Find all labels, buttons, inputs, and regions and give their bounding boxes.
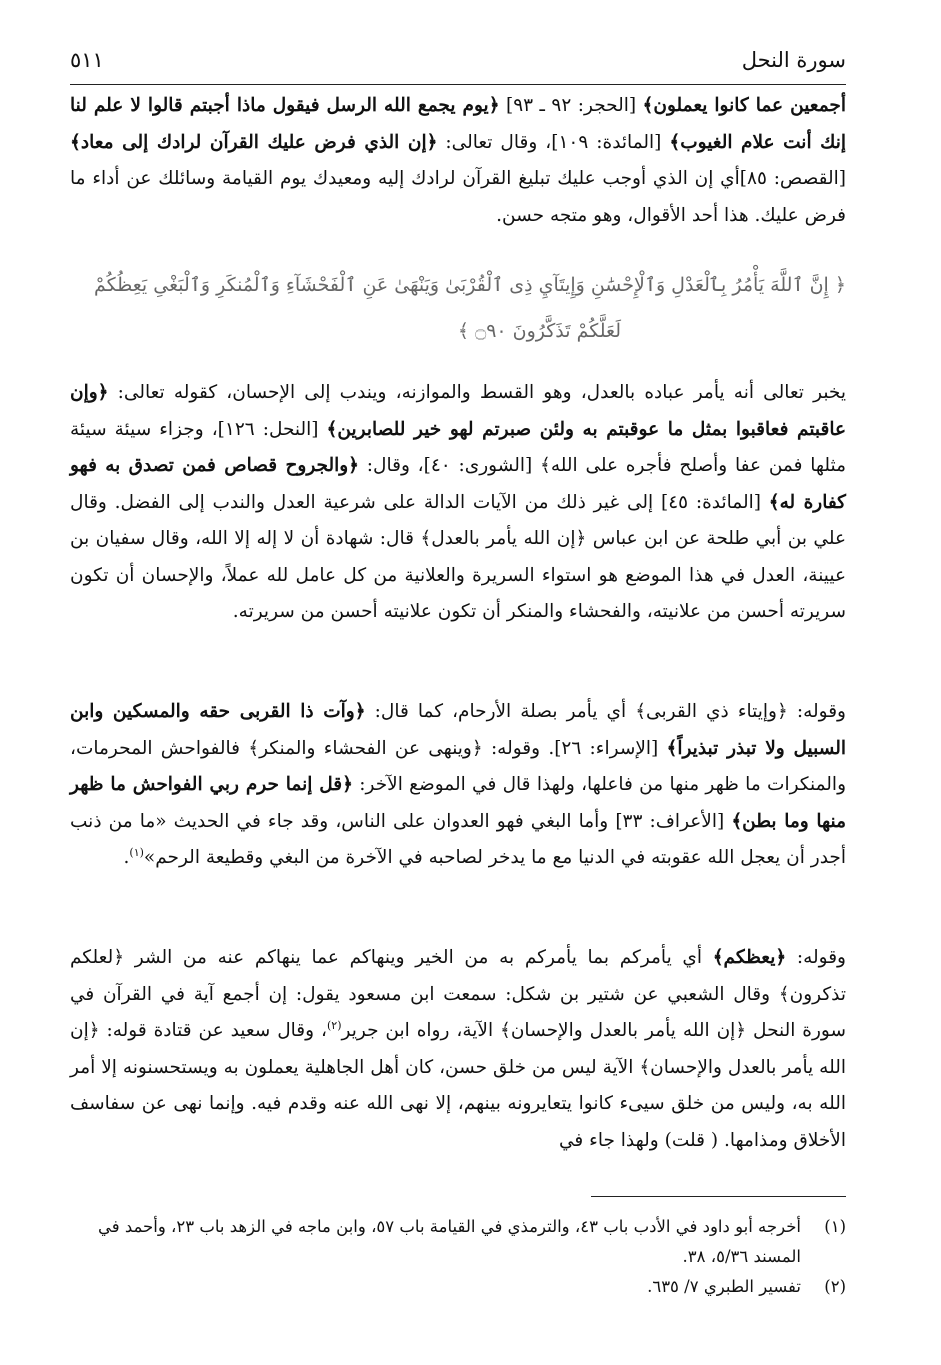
- footnote-text: تفسير الطبري ٧/ ٦٣٥.: [647, 1277, 801, 1296]
- page-number: ٥١١: [70, 48, 104, 72]
- quote-text: أجمعين عما كانوا يعملون﴾: [642, 95, 846, 116]
- paragraph-3: [70, 694, 846, 877]
- quote-text: ﴿يعظكم﴾: [712, 947, 787, 968]
- footnote-number: (٢): [824, 1277, 846, 1296]
- body-text: .: [123, 847, 130, 868]
- paragraph-4: [70, 940, 846, 1159]
- body-text: وقوله:: [786, 947, 846, 968]
- quote-text: ﴿وإن عاقبتم فعاقبوا بمثل ما عوقبتم به ولئن صبرتم لهو خير للصابرين﴾: [70, 382, 846, 440]
- body-text: [المائدة: ١٠٩]، وقال تعالى:: [437, 131, 670, 153]
- body-text: [الإسراء: ٢٦]. وقوله: ﴿وينهى عن الفحشاء والمنكر﴾ فالفواحش المحرمات، والمنكرات ما ظهر منها من فاعلها، ولهذا قال في الموضع الآخر:: [70, 737, 847, 795]
- body-text: [المائدة: ٤٥] إلى غير ذلك من الآيات الدالة على شرعية العدل والندب إلى الفضل. وقال علي بن أبي طلحة عن ابن عباس ﴿إن الله يأمر بالعدل﴾ قال: شهادة أن لا إله إلا الله، وقال سفيان بن عيينة، العدل في هذا الموضع هو استواء السريرة والعلانية من كل عامل لله عملاً، والإحسان أن تكون سريرته أحسن من علانيته، والفحشاء والمنكر أن تكون علانيته أحسن من سريرته.: [70, 491, 846, 622]
- footnote-item: [70, 1212, 846, 1272]
- header-divider: [70, 84, 846, 85]
- body-text: ، وقال سعيد عن قتادة قوله: ﴿إن الله يأمر بالعدل والإحسان﴾ الآية ليس من خلق حسن، كان أهل الجاهلية يعملون به ويستحسنونه إلا أمر الله به، وليس من خلق سيىء كانوا يتعايرونه بينهم، إلا نهى الله عنه وقدم فيه. وإنما نهى عن سفاسف الأخلاق ومذامها. ( قلت) ولهذا جاء في: [70, 1020, 846, 1151]
- reference-text: [الحجر: ٩٢ ـ ٩٣]: [499, 95, 643, 116]
- quran-verse-line-2: لَعَلَّكُمْ تَذَكَّرُونَ ۝٩٠ ﴾: [457, 320, 621, 342]
- footnote-text: أخرجه أبو داود في الأدب باب ٤٣، والترمذي في القيامة باب ٥٧، وابن ماجه في الزهد باب ٢٣، وأحمد في المسند ٥/٣٦، ٣٨.: [97, 1217, 801, 1266]
- quran-verse-block: [85, 262, 846, 354]
- page-header: [70, 40, 846, 80]
- quote-text: ﴿والجروح قصاص فمن تصدق به فهو كفارة له﴾: [70, 455, 846, 513]
- body-text: وقوله: ﴿وإيتاء ذي القربى﴾ أي يأمر بصلة الأرحام، كما قال:: [365, 701, 846, 722]
- quran-verse-line-1: ﴿ إِنَّ ٱللَّهَ يَأْمُرُ بِٱلْعَدْلِ وَٱلْإِحْسَٰنِ وَإِيتَآيِ ذِى ٱلْقُرْبَىٰ وَيَنْهَىٰ عَنِ ٱلْفَحْشَآءِ وَٱلْمُنكَرِ وَٱلْبَغْىِ يَعِظُكُمْ: [94, 274, 846, 296]
- body-text: [الأعراف: ٣٣] وأما البغي فهو العدوان على الناس، وقد جاء في الحديث «ما من ذنب أجدر أن يعجل الله عقوبته في الدنيا مع ما يدخر لصاحبه في الآخرة من البغي وقطيعة الرحم»: [70, 810, 846, 868]
- paragraph-1: [70, 88, 846, 234]
- footnote-item: [70, 1272, 846, 1302]
- footnotes: [70, 1212, 846, 1302]
- quote-text: ﴿إن الذي فرض عليك القرآن لرادك إلى معاد﴾: [70, 131, 438, 153]
- surah-title: سورة النحل: [741, 48, 846, 72]
- footnote-marker[interactable]: (١): [129, 845, 144, 859]
- body-text: يخبر تعالى أنه يأمر عباده بالعدل، وهو القسط والموازنه، ويندب إلى الإحسان، كقوله تعالى:: [108, 382, 846, 403]
- footnote-marker[interactable]: (٢): [326, 1018, 342, 1032]
- quote-text: ﴿يوم يجمع الله الرسل فيقول ماذا أجبتم قالوا لا علم لنا إنك أنت علام الغيوب﴾: [70, 95, 847, 153]
- quote-text: ﴿قل إنما حرم ربي الفواحش ما ظهر منها وما بطن﴾: [70, 774, 846, 832]
- body-text: [النحل: ١٢٦]، وجزاء سيئة سيئة مثلها فمن عفا وأصلح فأجره على الله﴾ [الشورى: ٤٠]، وقال:: [70, 418, 847, 476]
- footnote-number: (١): [824, 1217, 846, 1236]
- body-text: أي يأمركم بما يأمركم به من الخير وينهاكم عما ينهاكم عنه من الشر ﴿لعلكم تذكرون﴾ وقال الشعبي عن شتير بن شكل: سمعت ابن مسعود يقول: إن أجمع آية في القرآن في سورة النحل ﴿إن الله يأمر بالعدل والإحسان﴾ الآية، رواه ابن جرير: [70, 947, 846, 1041]
- body-text: [القصص: ٨٥]أي إن الذي أوجب عليك تبليغ القرآن لرادك إليه ومعيدك يوم القيامة وسائلك عن أداء ما فرض عليك. هذا أحد الأقوال، وهو متجه حسن.: [70, 168, 846, 226]
- quote-text: ﴿وآت ذا القربى حقه والمسكين وابن السبيل ولا تبذر تبذيراً﴾: [70, 701, 846, 759]
- footnote-divider: [591, 1196, 846, 1197]
- paragraph-2: [70, 375, 846, 631]
